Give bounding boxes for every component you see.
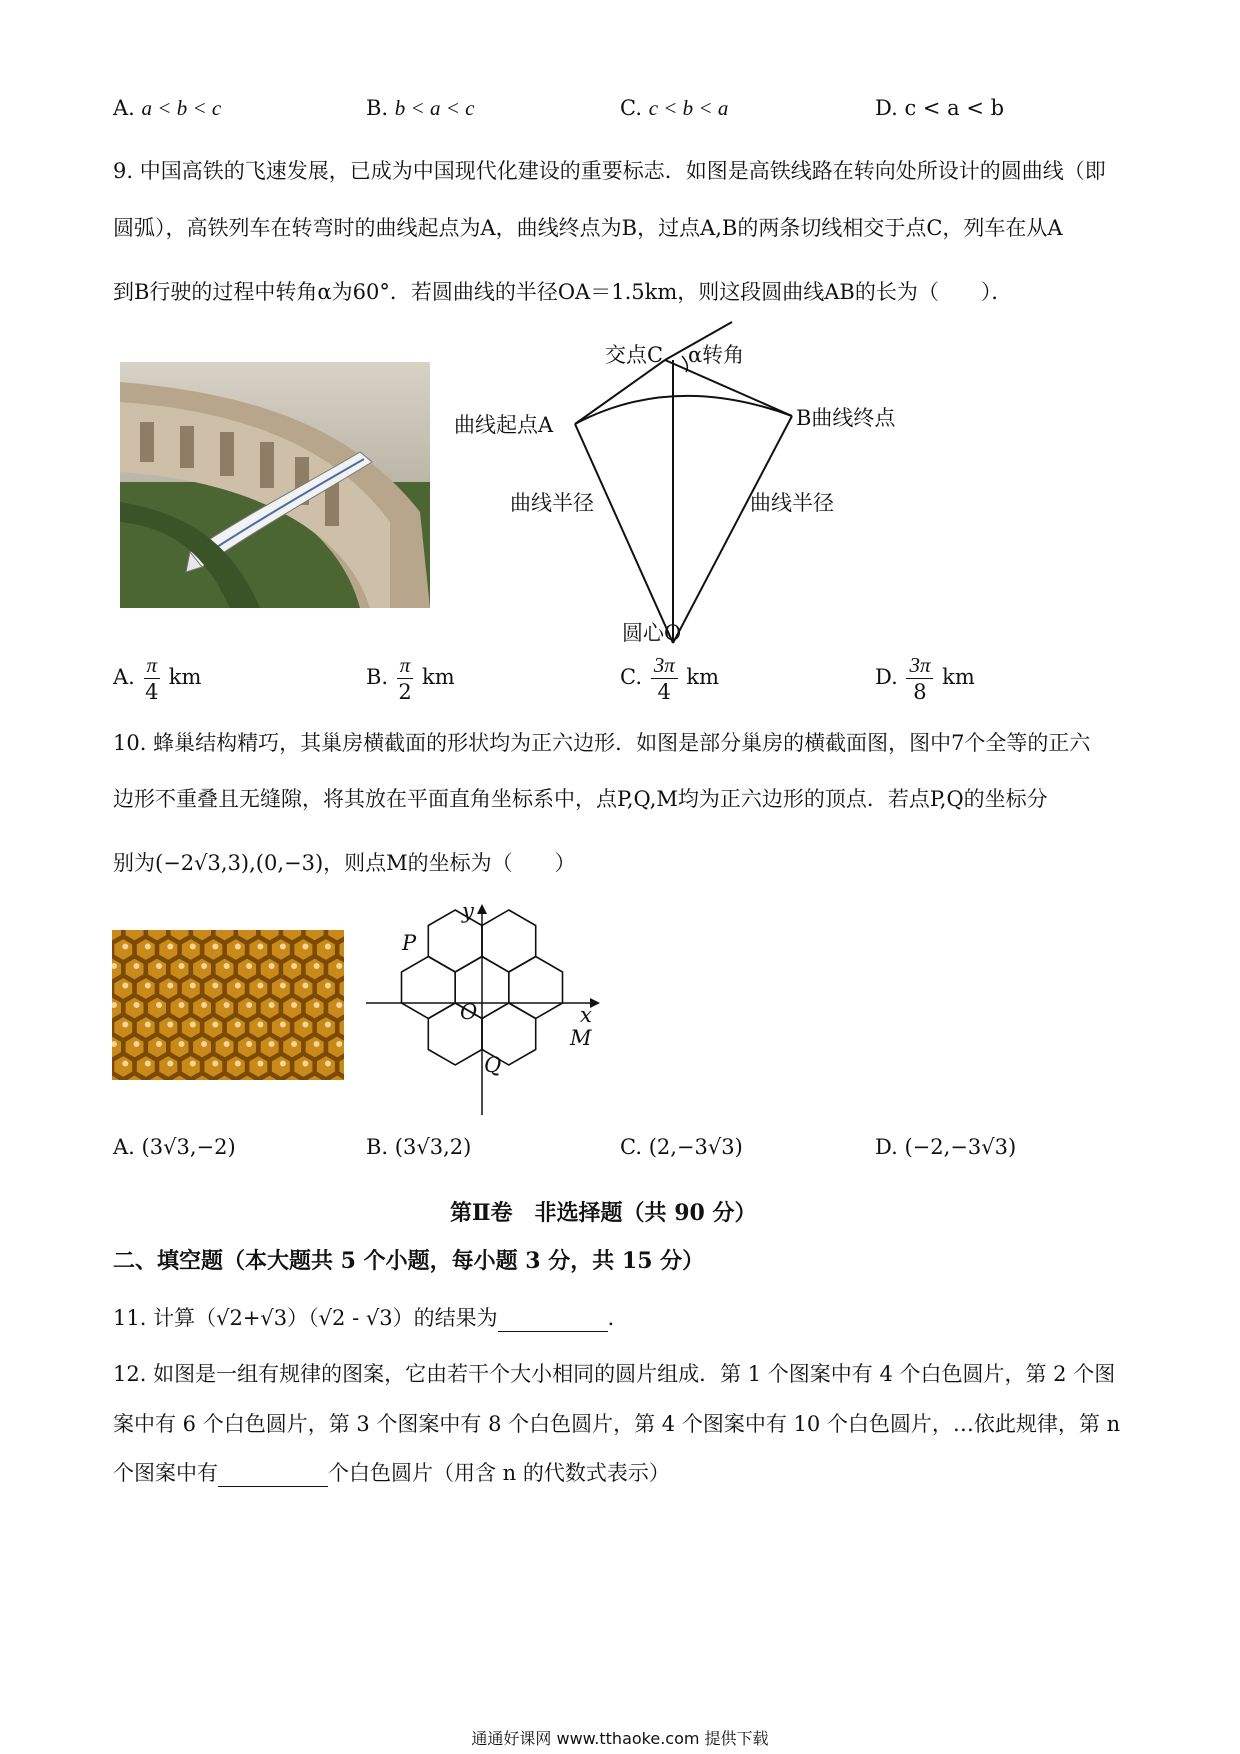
option-label: C. bbox=[620, 665, 642, 689]
honeycomb-highlight bbox=[190, 944, 196, 950]
part-title: 二、填空题（本大题共 5 个小题，每小题 3 分，共 15 分） bbox=[113, 1248, 705, 1274]
honeycomb-highlight bbox=[269, 963, 275, 969]
honeycomb-highlight bbox=[224, 963, 230, 969]
honeycomb-cell bbox=[271, 977, 291, 1000]
unit: km bbox=[168, 665, 202, 689]
honeycomb-highlight bbox=[212, 1061, 218, 1067]
honeycomb-cell bbox=[305, 1036, 325, 1059]
honeycomb-cell bbox=[226, 1016, 246, 1039]
honeycomb-cell bbox=[316, 1016, 336, 1039]
honeycomb-cell bbox=[282, 997, 302, 1020]
honeycomb-highlight bbox=[314, 963, 320, 969]
honeycomb-cell bbox=[237, 958, 257, 981]
honeycomb-cell bbox=[192, 1036, 212, 1059]
honeycomb-highlight bbox=[156, 1002, 162, 1008]
q9-option-c bbox=[620, 652, 719, 705]
q12-suffix: 个白色圆片（用含 n 的代数式表示） bbox=[328, 1461, 670, 1485]
honeycomb-highlight bbox=[179, 1002, 185, 1008]
q12-text-line-2: 案中有 6 个白色圆片，第 3 个图案中有 8 个白色圆片，第 4 个图案中有 10 个白色圆片，…依此规律，第 n bbox=[113, 1412, 1121, 1436]
honeycomb-highlight bbox=[201, 1041, 207, 1047]
q11-prefix: 11. 计算（√2+√3）（√2 - √3）的结果为 bbox=[113, 1306, 498, 1330]
unit: km bbox=[422, 665, 455, 689]
honeycomb-cell bbox=[339, 1055, 345, 1078]
honeycomb-highlight bbox=[212, 944, 218, 950]
label-x: x bbox=[580, 1003, 592, 1027]
honeycomb-image bbox=[112, 930, 344, 1080]
honeycomb-cell bbox=[248, 1016, 268, 1039]
q9-text-line-2: 圆弧），高铁列车在转弯时的曲线起点为A，曲线终点为B，过点A,B的两条切线相交于点C，列车在从A bbox=[113, 216, 1063, 240]
honeycomb-highlight bbox=[280, 944, 286, 950]
section-title: 第Ⅱ卷 非选择题（共 90 分） bbox=[450, 1200, 757, 1226]
option-label: D. bbox=[875, 96, 898, 120]
option-expr: (3√3,2) bbox=[394, 1135, 472, 1159]
option-expr: (−2,−3√3) bbox=[904, 1135, 1017, 1159]
label-o: 圆心O bbox=[622, 621, 682, 645]
honeycomb-cell bbox=[203, 938, 223, 961]
fraction bbox=[397, 652, 414, 705]
honeycomb-highlight bbox=[122, 1061, 128, 1067]
honeycomb-highlight bbox=[257, 983, 263, 989]
option-expr: (2,−3√3) bbox=[648, 1135, 743, 1159]
honeycomb-cell bbox=[147, 997, 167, 1020]
honeycomb-highlight bbox=[235, 1022, 241, 1028]
honeycomb-cell bbox=[215, 1036, 235, 1059]
honeycomb-cell bbox=[260, 958, 280, 981]
honeycomb-highlight bbox=[325, 1022, 331, 1028]
honeycomb-cell bbox=[293, 1016, 313, 1039]
honeycomb-cell bbox=[305, 997, 325, 1020]
q12-prefix: 个图案中有 bbox=[113, 1461, 218, 1485]
q11-text bbox=[113, 1302, 629, 1332]
honeycomb-highlight bbox=[179, 963, 185, 969]
q10-text-line-1: 10. 蜂巢结构精巧，其巢房横截面的形状均为正六边形．如图是部分巢房的横截面图，图中7个全等的正六 bbox=[113, 731, 1091, 755]
honeycomb-highlight bbox=[190, 1061, 196, 1067]
honeycomb-highlight bbox=[156, 963, 162, 969]
honeycomb-cell bbox=[158, 938, 178, 961]
honeycomb-highlight bbox=[235, 983, 241, 989]
label-radius-left: 曲线半径 bbox=[510, 491, 594, 515]
honeycomb-highlight bbox=[145, 983, 151, 989]
honeycomb-highlight bbox=[246, 963, 252, 969]
fraction bbox=[144, 652, 161, 705]
honeycomb-highlight bbox=[235, 944, 241, 950]
honeycomb-cell bbox=[136, 1016, 156, 1039]
option-label: D. bbox=[875, 665, 898, 689]
honeycomb-highlight bbox=[325, 1061, 331, 1067]
numerator: π bbox=[397, 652, 414, 679]
label-y: y bbox=[462, 900, 474, 923]
radius-line-oa bbox=[575, 424, 673, 643]
honeycomb-cell bbox=[170, 958, 190, 981]
honeycomb-cell bbox=[112, 1036, 122, 1059]
honeycomb-cell bbox=[327, 958, 344, 981]
hexagon-cell bbox=[509, 957, 563, 1019]
label-p: P bbox=[402, 931, 417, 955]
q11-answer-blank bbox=[498, 1311, 608, 1332]
option-expr: c < b < a bbox=[648, 96, 729, 120]
honeycomb-highlight bbox=[122, 944, 128, 950]
honeycomb-cell bbox=[293, 1055, 313, 1078]
option-label: C. bbox=[620, 96, 642, 120]
honeycomb-highlight bbox=[122, 1022, 128, 1028]
hexagon-cell bbox=[428, 910, 482, 972]
label-alpha: α转角 bbox=[688, 343, 745, 367]
honeycomb-cell bbox=[113, 1055, 133, 1078]
honeycomb-highlight bbox=[224, 1041, 230, 1047]
honeycomb-highlight bbox=[325, 944, 331, 950]
honeycomb-cell bbox=[147, 958, 167, 981]
honeycomb-highlight bbox=[302, 1061, 308, 1067]
option-label: B. bbox=[366, 96, 389, 120]
honeycomb-cell bbox=[136, 1055, 156, 1078]
honeycomb-cell bbox=[113, 1016, 133, 1039]
honeycomb-highlight bbox=[246, 1002, 252, 1008]
honeycomb-cell bbox=[282, 1036, 302, 1059]
denominator: 2 bbox=[398, 680, 412, 704]
honeycomb-highlight bbox=[302, 944, 308, 950]
label-c: 交点C bbox=[605, 343, 664, 367]
honeycomb-cell bbox=[113, 938, 133, 961]
q10-option-d bbox=[875, 1135, 1016, 1159]
honeycomb-highlight bbox=[122, 983, 128, 989]
denominator: 4 bbox=[145, 680, 159, 704]
option-label: B. bbox=[366, 665, 389, 689]
option-label: B. bbox=[366, 1135, 389, 1159]
unit: km bbox=[942, 665, 975, 689]
honeycomb-cell bbox=[215, 997, 235, 1020]
train-photo bbox=[120, 362, 430, 608]
honeycomb-cell bbox=[158, 1016, 178, 1039]
honeycomb-cell bbox=[282, 958, 302, 981]
honeycomb-highlight bbox=[190, 983, 196, 989]
honeycomb-highlight bbox=[336, 963, 342, 969]
honeycomb-highlight bbox=[156, 1041, 162, 1047]
denominator: 8 bbox=[913, 680, 927, 704]
q9-option-a bbox=[113, 652, 201, 705]
option-expr: c < a < b bbox=[904, 96, 1005, 120]
honeycomb-cell bbox=[125, 997, 145, 1020]
option-expr: a < b < c bbox=[141, 96, 222, 120]
q9-option-d bbox=[875, 652, 975, 705]
honeycomb-highlight bbox=[134, 963, 140, 969]
honeycomb-cell bbox=[113, 977, 133, 1000]
q9-text-line-3: 到B行驶的过程中转角α为60°．若圆曲线的半径OA＝1.5km，则这段圆曲线AB的长为（ ）． bbox=[113, 280, 1013, 304]
hexagon-cell bbox=[482, 910, 536, 972]
honeycomb-cell bbox=[248, 1055, 268, 1078]
honeycomb-cell bbox=[112, 958, 122, 981]
fraction bbox=[906, 652, 933, 705]
honeycomb-highlight bbox=[325, 983, 331, 989]
page-footer: 通通好课网 www.tthaoke.com 提供下载 bbox=[471, 1729, 769, 1748]
label-b: B曲线终点 bbox=[796, 406, 896, 430]
honeycomb-cell bbox=[339, 977, 345, 1000]
honeycomb-cell bbox=[181, 938, 201, 961]
numerator: 3π bbox=[651, 652, 678, 679]
honeycomb-cell bbox=[112, 997, 122, 1020]
numerator: 3π bbox=[906, 652, 933, 679]
honeycomb-highlight bbox=[167, 1022, 173, 1028]
honeycomb-cell bbox=[158, 1055, 178, 1078]
option-expr: b < a < c bbox=[394, 96, 475, 120]
q10-text-line-2: 边形不重叠且无缝隙，将其放在平面直角坐标系中，点P,Q,M均为正六边形的顶点．若点P,Q的坐标分 bbox=[113, 787, 1048, 811]
label-m: M bbox=[570, 1026, 592, 1050]
honeycomb-cell bbox=[226, 977, 246, 1000]
honeycomb-highlight bbox=[257, 944, 263, 950]
honeycomb-cell bbox=[181, 1055, 201, 1078]
honeycomb-highlight bbox=[269, 1041, 275, 1047]
fraction bbox=[651, 652, 678, 705]
honeycomb-cell bbox=[293, 938, 313, 961]
honeycomb-cell bbox=[327, 1036, 344, 1059]
q8-option-c bbox=[620, 96, 728, 121]
q12-text-line-3 bbox=[113, 1457, 670, 1487]
option-expr: (3√3,−2) bbox=[141, 1135, 236, 1159]
honeycomb-cell bbox=[271, 1016, 291, 1039]
honeycomb-cell bbox=[170, 1036, 190, 1059]
honeycomb-highlight bbox=[336, 1041, 342, 1047]
honeycomb-cell bbox=[271, 1055, 291, 1078]
honeycomb-highlight bbox=[235, 1061, 241, 1067]
honeycomb-cell bbox=[203, 1055, 223, 1078]
q12-text-line-1: 12. 如图是一组有规律的图案，它由若干个大小相同的圆片组成．第 1 个图案中有 4 个白色圆片，第 2 个图 bbox=[113, 1362, 1116, 1386]
q8-option-d bbox=[875, 96, 1004, 120]
honeycomb-highlight bbox=[291, 1041, 297, 1047]
honeycomb-cell bbox=[248, 938, 268, 961]
q11-suffix: ． bbox=[607, 1306, 629, 1330]
honeycomb-cell bbox=[125, 1036, 145, 1059]
numerator: π bbox=[144, 652, 161, 679]
honeycomb-cell bbox=[192, 958, 212, 981]
honeycomb-cell bbox=[226, 938, 246, 961]
honeycomb-highlight bbox=[145, 1061, 151, 1067]
honeycomb-cell bbox=[215, 958, 235, 981]
q8-option-a bbox=[113, 96, 221, 121]
honeycomb-cell bbox=[316, 938, 336, 961]
q10-option-b bbox=[366, 1135, 471, 1159]
honeycomb-highlight bbox=[314, 1041, 320, 1047]
honeycomb-cell bbox=[237, 997, 257, 1020]
honeycomb-highlight bbox=[167, 944, 173, 950]
denominator: 4 bbox=[657, 680, 671, 704]
honeycomb-highlight bbox=[269, 1002, 275, 1008]
q10-option-a bbox=[113, 1135, 236, 1159]
honeycomb-highlight bbox=[179, 1041, 185, 1047]
honeycomb-cell bbox=[339, 1016, 345, 1039]
option-label: A. bbox=[113, 96, 135, 120]
honeycomb-highlight bbox=[280, 983, 286, 989]
honeycomb-cell bbox=[136, 977, 156, 1000]
tangent-line-bc bbox=[665, 360, 792, 416]
label-radius-right: 曲线半径 bbox=[750, 491, 834, 515]
honeycomb-highlight bbox=[201, 963, 207, 969]
hexagon-coordinate-diagram bbox=[360, 900, 620, 1115]
honeycomb-highlight bbox=[291, 963, 297, 969]
honeycomb-highlight bbox=[190, 1022, 196, 1028]
honeycomb-highlight bbox=[212, 1022, 218, 1028]
q9-text-line-1: 9. 中国高铁的飞速发展，已成为中国现代化建设的重要标志．如图是高铁线路在转向处所设计的圆曲线（即 bbox=[113, 159, 1106, 183]
honeycomb-photo bbox=[112, 930, 344, 1080]
q12-answer-blank bbox=[218, 1466, 328, 1487]
honeycomb-cell bbox=[260, 997, 280, 1020]
honeycomb-highlight bbox=[336, 1002, 342, 1008]
honeycomb-highlight bbox=[280, 1022, 286, 1028]
curve-diagram bbox=[450, 320, 910, 650]
honeycomb-highlight bbox=[134, 1041, 140, 1047]
honeycomb-cell bbox=[339, 938, 345, 961]
q10-option-c bbox=[620, 1135, 743, 1159]
honeycomb-cell bbox=[136, 938, 156, 961]
honeycomb-cell bbox=[293, 977, 313, 1000]
honeycomb-cell bbox=[316, 1055, 336, 1078]
q8-option-b bbox=[366, 96, 474, 121]
honeycomb-cell bbox=[248, 977, 268, 1000]
honeycomb-highlight bbox=[212, 983, 218, 989]
option-label: A. bbox=[113, 665, 135, 689]
train-photo-image bbox=[120, 362, 430, 608]
honeycomb-cell bbox=[181, 1016, 201, 1039]
q10-text-line-3: 别为(−2√3,3),(0,−3)，则点M的坐标为（ ） bbox=[113, 851, 576, 875]
honeycomb-cell bbox=[327, 997, 344, 1020]
honeycomb-cell bbox=[271, 938, 291, 961]
honeycomb-highlight bbox=[280, 1061, 286, 1067]
label-o: O bbox=[460, 1000, 478, 1024]
honeycomb-cell bbox=[203, 1016, 223, 1039]
honeycomb-highlight bbox=[302, 983, 308, 989]
honeycomb-highlight bbox=[167, 983, 173, 989]
honeycomb-cell bbox=[237, 1036, 257, 1059]
label-q: Q bbox=[484, 1053, 502, 1077]
option-label: A. bbox=[113, 1135, 135, 1159]
honeycomb-highlight bbox=[145, 1022, 151, 1028]
option-label: C. bbox=[620, 1135, 642, 1159]
honeycomb-highlight bbox=[314, 1002, 320, 1008]
honeycomb-cell bbox=[147, 1036, 167, 1059]
hexagon-cell bbox=[402, 957, 456, 1019]
honeycomb-highlight bbox=[257, 1061, 263, 1067]
honeycomb-cell bbox=[170, 997, 190, 1020]
honeycomb-cell bbox=[260, 1036, 280, 1059]
honeycomb-highlight bbox=[167, 1061, 173, 1067]
honeycomb-cell bbox=[316, 977, 336, 1000]
honeycomb-cell bbox=[125, 958, 145, 981]
honeycomb-highlight bbox=[224, 1002, 230, 1008]
honeycomb-cell bbox=[181, 977, 201, 1000]
q9-option-b bbox=[366, 652, 455, 705]
honeycomb-highlight bbox=[302, 1022, 308, 1028]
label-a: 曲线起点A bbox=[454, 413, 554, 437]
radius-line-ob bbox=[673, 416, 792, 643]
honeycomb-cell bbox=[158, 977, 178, 1000]
tangent-line-ac bbox=[575, 360, 665, 424]
honeycomb-highlight bbox=[145, 944, 151, 950]
option-label: D. bbox=[875, 1135, 898, 1159]
y-axis-arrow bbox=[477, 904, 487, 914]
honeycomb-cell bbox=[305, 958, 325, 981]
honeycomb-cell bbox=[192, 997, 212, 1020]
unit: km bbox=[686, 665, 720, 689]
honeycomb-highlight bbox=[134, 1002, 140, 1008]
honeycomb-highlight bbox=[201, 1002, 207, 1008]
honeycomb-cell bbox=[203, 977, 223, 1000]
honeycomb-cell bbox=[226, 1055, 246, 1078]
honeycomb-highlight bbox=[257, 1022, 263, 1028]
honeycomb-highlight bbox=[291, 1002, 297, 1008]
honeycomb-highlight bbox=[246, 1041, 252, 1047]
